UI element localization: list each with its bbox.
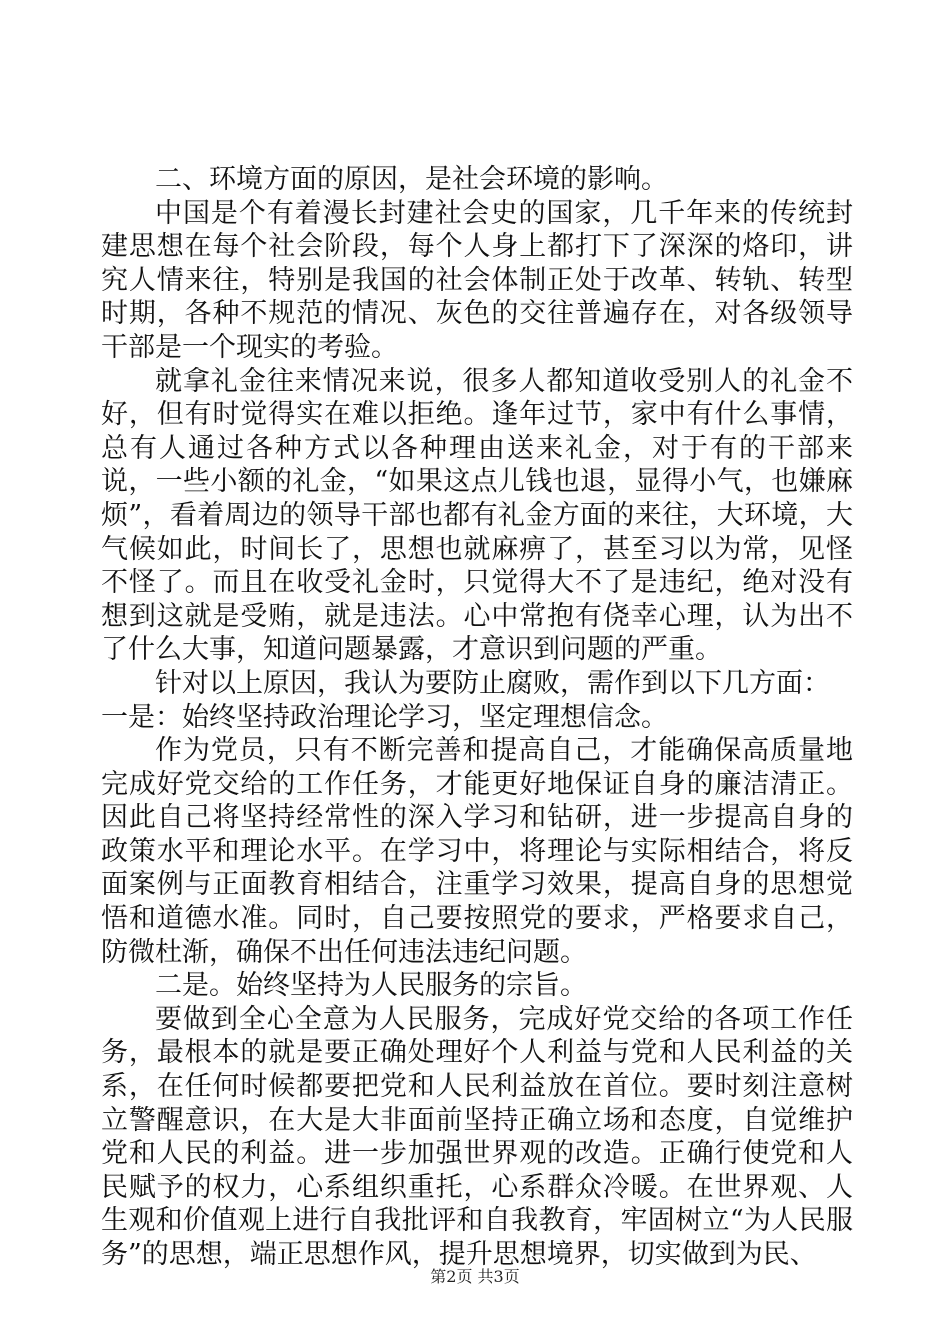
document-body xyxy=(101,163,853,1272)
paragraph-6: 作为党员，只有不断完善和提高自己，才能确保高质量地完成好党交给的工作任务，才能更好地保证自身的廉洁清正。因此自己将坚持经常性的深入学习和钻研，进一步提高自身的政策水平和理论水平。在学习中，将理论与实际相结合，将反面案例与正面教育相结合，注重学习效果，提高自身的思想觉悟和道德水准。同时，自己要按照党的要求，严格要求自己，防微杜渐，确保不出任何违法违纪问题。 xyxy=(101,735,853,968)
page-number-footer: 第2页 共3页 xyxy=(430,1267,520,1286)
paragraph-3: 就拿礼金往来情况来说，很多人都知道收受别人的礼金不好，但有时觉得实在难以拒绝。逢年过节，家中有什么事情，总有人通过各种方式以各种理由送来礼金，对于有的干部来说，一些小额的礼金，“如果这点儿钱也退，显得小气，也嫌麻烦”，看着周边的领导干部也都有礼金方面的来往，大环境，大气候如此，时间长了，思想也就麻痹了，甚至习以为常，见怪不怪了。而且在收受礼金时，只觉得大不了是违纪，绝对没有想到这就是受贿，就是违法。心中常抱有侥幸心理，认为出不了什么大事，知道问题暴露，才意识到问题的严重。 xyxy=(101,365,853,666)
paragraph-4: 针对以上原因，我认为要防止腐败，需作到以下几方面： xyxy=(155,667,830,699)
paragraph-7: 二是。始终坚持为人民服务的宗旨。 xyxy=(155,970,587,1002)
paragraph-5: 一是：始终坚持政治理论学习，坚定理想信念。 xyxy=(101,701,668,733)
paragraph-8: 要做到全心全意为人民服务，完成好党交给的各项工作任务，最根本的就是要正确处理好个人利益与党和人民利益的关系，在任何时候都要把党和人民利益放在首位。要时刻注意树立警醒意识，在大是大非面前坚持正确立场和态度，自觉维护党和人民的利益。进一步加强世界观的改造。正确行使党和人民赋予的权力，心系组织重托，心系群众冷暖。在世界观、人生观和价值观上进行自我批评和自我教育，牢固树立“为人民服务”的思想，端正思想作风，提升思想境界，切实做到为民、 xyxy=(101,1003,853,1270)
paragraph-1: 二、环境方面的原因，是社会环境的影响。 xyxy=(155,164,668,195)
paragraph-2: 中国是个有着漫长封建社会史的国家，几千年来的传统封建思想在每个社会阶段，每个人身上都打下了深深的烙印，讲究人情来往，特别是我国的社会体制正处于改革、转轨、转型时期，各种不规范的情况、灰色的交往普遍存在，对各级领导干部是一个现实的考验。 xyxy=(101,197,853,363)
